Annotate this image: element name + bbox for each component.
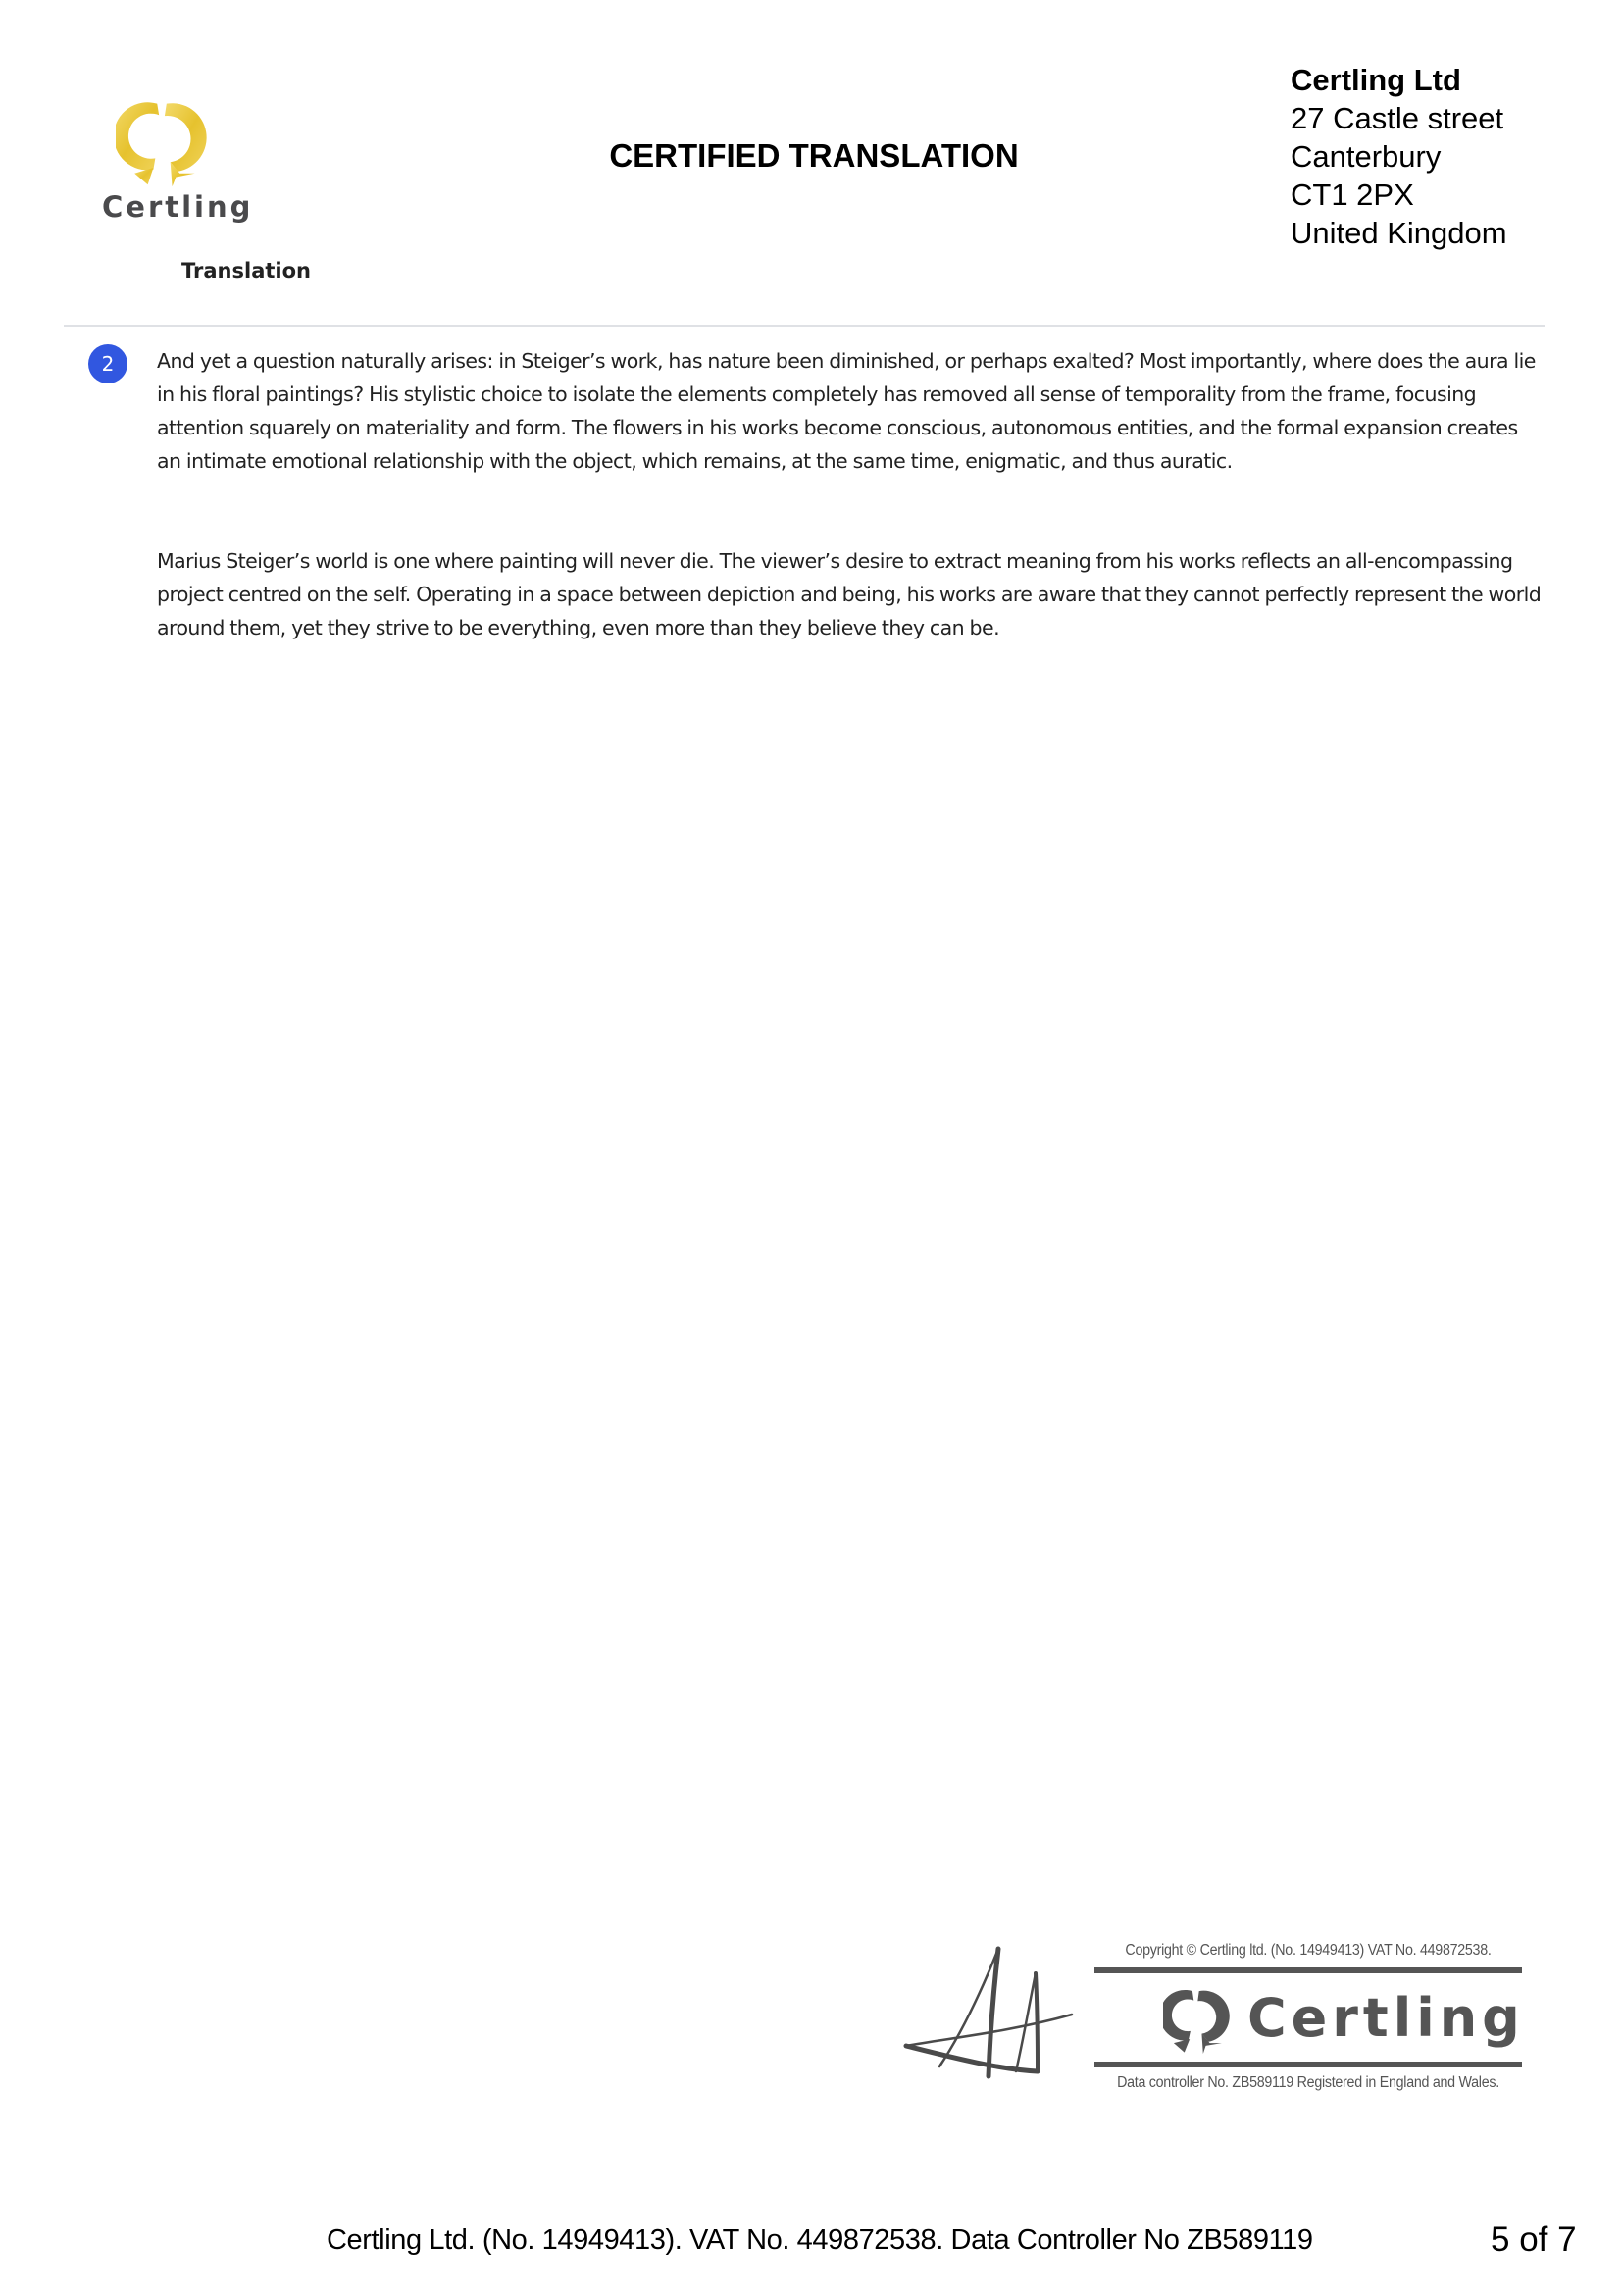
document-title: CERTIFIED TRANSLATION	[609, 137, 1019, 174]
address-country: United Kingdom	[1291, 216, 1507, 250]
signature-icon	[900, 1944, 1077, 2086]
segment-number-badge: 2	[88, 344, 127, 383]
paragraph-text: And yet a question naturally arises: in Steiger’s work, has nature been diminished, or perhaps exalted? Most importantly, where does the aura lie in his floral paintings? His stylistic choice to isolate the elements completely has removed all sense of temporality from the frame, focusing attention squarely on materiality and form. The flowers in his works become conscious, autonomous entities, and the formal expansion creates an intimate emotional relationship with the object, which remains, at the same time, enigmatic, and thus auratic.	[157, 349, 1536, 473]
stamp-wordmark: Certling	[1247, 1987, 1525, 2049]
certling-stamp-logo-icon	[1163, 1983, 1230, 2058]
paragraph-text: Marius Steiger’s world is one where painting will never die. The viewer’s desire to extract meaning from his works reflects an all-encompassing project centred on the self. Operating in a space between depiction and being, his works are aware that they cannot perfectly represent the world around them, yet they strive to be everything, even more than they believe they can be.	[157, 549, 1542, 639]
company-address	[1291, 61, 1507, 252]
address-street: 27 Castle street	[1291, 101, 1504, 135]
address-city: Canterbury	[1291, 139, 1442, 174]
page-number: 5 of 7	[1491, 2220, 1577, 2259]
header-divider	[64, 325, 1545, 327]
certling-logo-icon	[116, 96, 210, 190]
stamp-copyright-text: Copyright © Certling ltd. (No. 14949413) VAT No. 449872538.	[1125, 1942, 1492, 1959]
address-postcode: CT1 2PX	[1291, 178, 1414, 212]
section-label: Translation	[181, 259, 311, 282]
address-company: Certling Ltd	[1291, 63, 1461, 97]
translation-paragraph	[157, 544, 1542, 644]
stamp-bottom-rule	[1094, 2062, 1522, 2067]
logo-wordmark: Certling	[102, 190, 254, 224]
stamp-top-rule	[1094, 1967, 1522, 1973]
stamp-data-controller-text: Data controller No. ZB589119 Registered in England and Wales.	[1117, 2074, 1499, 2091]
translation-paragraph	[157, 344, 1542, 478]
footer-company-info: Certling Ltd. (No. 14949413). VAT No. 449872538. Data Controller No ZB589119	[327, 2224, 1313, 2256]
